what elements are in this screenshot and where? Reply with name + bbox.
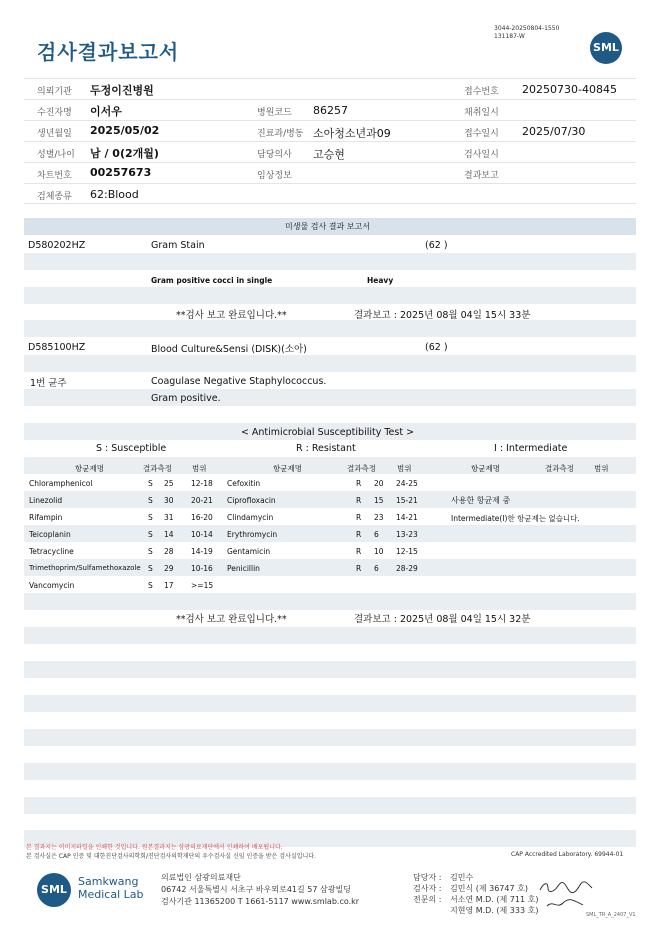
- doctor-label: 담당의사: [257, 150, 292, 160]
- brand-line1: Samkwang: [78, 875, 139, 888]
- col-range-header: 범위: [397, 464, 412, 473]
- band: [24, 797, 636, 814]
- tested-label: 검사일시: [464, 150, 499, 160]
- specimen-label: 검체종류: [37, 192, 72, 202]
- divider: [24, 78, 636, 79]
- intermediate-note-2: Intermediate(I)한 항균제는 없습니다.: [451, 514, 580, 523]
- test2-code: D585100HZ: [28, 342, 86, 353]
- drug-interpretation: S: [148, 513, 153, 522]
- form-number: SML_TR_A_2407_V1: [586, 912, 636, 918]
- specimen-value: 62:Blood: [90, 188, 139, 201]
- test1-name: Gram Stain: [151, 240, 205, 251]
- hospital-code-label: 병원코드: [257, 108, 292, 118]
- drug-interpretation: R: [356, 479, 362, 488]
- drug-range: 12-15: [396, 547, 418, 556]
- band: [24, 695, 636, 712]
- document-id: [494, 25, 559, 41]
- legend-resistant: R : Resistant: [296, 443, 356, 454]
- drug-name: Ciprofloxacin: [227, 496, 276, 505]
- band: [24, 763, 636, 780]
- sex-age-label: 성별/나이: [37, 150, 75, 160]
- ast-title: < Antimicrobial Susceptibility Test >: [240, 427, 415, 438]
- band: [24, 389, 636, 406]
- report-complete-2: **검사 보고 완료입니다.**: [176, 614, 287, 625]
- name-value: 이서우: [90, 105, 122, 118]
- drug-interpretation: R: [356, 513, 362, 522]
- band: [24, 320, 636, 337]
- drug-value: 6: [374, 564, 379, 573]
- band: [24, 729, 636, 746]
- org-name: 의료법인 삼광의료재단: [161, 873, 241, 882]
- drug-value: 23: [374, 513, 384, 522]
- report-label: 결과보고: [464, 171, 499, 181]
- dob-label: 생년월일: [37, 129, 72, 139]
- page-title: 검사결과보고서: [37, 40, 180, 64]
- drug-range: 10-14: [191, 530, 213, 539]
- drug-name: Tetracycline: [29, 547, 74, 556]
- legend-intermediate: I : Intermediate: [494, 443, 568, 454]
- drug-interpretation: R: [356, 564, 362, 573]
- test2-name: Blood Culture&Sensi (DISK)(소아): [151, 344, 307, 355]
- drug-name: Trimethoprim/Sulfamethoxazole: [29, 564, 141, 572]
- divider: [24, 203, 636, 204]
- org-info: [161, 872, 359, 908]
- drug-range: >=15: [191, 581, 214, 590]
- sml-logo-text: SML: [593, 41, 619, 54]
- band: [24, 491, 636, 508]
- drug-interpretation: R: [356, 496, 362, 505]
- drug-range: 12-18: [191, 479, 213, 488]
- report-complete-1: **검사 보고 완료입니다.**: [176, 310, 287, 321]
- drug-range: 14-19: [191, 547, 213, 556]
- received-value: 2025/07/30: [522, 125, 586, 138]
- col-result-header: 결과측정: [545, 464, 574, 473]
- drug-range: 10-16: [191, 564, 213, 573]
- drug-interpretation: S: [148, 530, 153, 539]
- drug-name: Gentamicin: [227, 547, 271, 556]
- chart-label: 차트번호: [37, 171, 72, 181]
- divider: [24, 183, 636, 184]
- institution-value: 두정이진병원: [90, 84, 154, 97]
- drug-interpretation: S: [148, 564, 153, 573]
- band: [24, 627, 636, 644]
- divider: [24, 162, 636, 163]
- divider: [24, 120, 636, 121]
- col-drug-header: 항균제명: [471, 464, 500, 473]
- section-title: 미생물 검사 결과 보고서: [285, 222, 370, 231]
- gram-amount: Heavy: [367, 276, 394, 285]
- test1-code: D580202HZ: [28, 240, 86, 251]
- doctor-value: 고승현: [313, 148, 345, 161]
- drug-name: Linezolid: [29, 496, 63, 505]
- name-label: 수진자명: [37, 108, 72, 118]
- specialist-signature: [545, 897, 585, 911]
- test2-specimen: (62 ): [425, 342, 448, 353]
- drug-range: 20-21: [191, 496, 213, 505]
- drug-name: Clindamycin: [227, 513, 274, 522]
- staff-labels: [413, 872, 441, 905]
- drug-value: 14: [164, 530, 174, 539]
- drug-name: Teicoplanin: [29, 530, 71, 539]
- staff-value: 김민수: [450, 873, 474, 882]
- brand-line2: Medical Lab: [78, 888, 144, 901]
- tester-signature: [538, 880, 594, 894]
- drug-value: 20: [374, 479, 384, 488]
- drug-interpretation: S: [148, 479, 153, 488]
- drug-name: Chloramphenicol: [29, 479, 93, 488]
- drug-range: 15-21: [396, 496, 418, 505]
- drug-value: 28: [164, 547, 174, 556]
- image-print-notice: 본 결과지는 이미지파일을 인쇄한 것입니다. 원본결과지는 삼광의료재단에서 인쇄하여 배포됩니다.: [26, 844, 283, 851]
- org-address: 06742 서울특별시 서초구 바우뫼로41길 57 삼광빌딩: [161, 885, 351, 894]
- org-contact: 검사기관 11365200 T 1661-5117 www.smlab.co.kr: [161, 897, 360, 906]
- col-result-header: 결과측정: [347, 464, 376, 473]
- drug-range: 16-20: [191, 513, 213, 522]
- tester-label: 검사자 :: [413, 884, 442, 893]
- cap-accreditation-note: 본 검사실은 CAP 인증 및 대한진단검사의학회/진단검사의학재단의 우수검사실 신임 인증을 받은 검사실입니다.: [26, 853, 316, 860]
- specialist-value-2: 지현영 M.D. (제 333 호): [450, 906, 539, 915]
- divider: [24, 141, 636, 142]
- drug-interpretation: S: [148, 581, 153, 590]
- drug-name: Cefoxitin: [227, 479, 261, 488]
- band: [24, 525, 636, 542]
- cap-number: CAP Accredited Laboratory. 69944-01: [511, 851, 624, 858]
- band: [24, 253, 636, 270]
- isolate-label: 1번 균주: [30, 378, 67, 389]
- drug-range: 13-23: [396, 530, 418, 539]
- dob-value: 2025/05/02: [90, 124, 160, 137]
- drug-range: 24-25: [396, 479, 418, 488]
- drug-name: Rifampin: [29, 513, 63, 522]
- sml-footer-logo: [37, 873, 71, 907]
- sml-logo: [590, 32, 622, 64]
- col-result-header: 결과측정: [143, 464, 172, 473]
- dept-label: 진료과/병동: [257, 129, 304, 139]
- intermediate-note-1: 사용한 항균제 중: [451, 496, 511, 505]
- document-id-line2: 131187-W: [494, 33, 525, 40]
- drug-value: 30: [164, 496, 174, 505]
- report-time-1: 결과보고 : 2025년 08월 04일 15시 33분: [354, 310, 531, 321]
- drug-value: 17: [164, 581, 174, 590]
- gram-result: Gram positive cocci in single: [151, 276, 273, 285]
- drug-value: 15: [374, 496, 384, 505]
- band: [24, 661, 636, 678]
- band: [24, 593, 636, 610]
- clinical-label: 임상정보: [257, 171, 292, 181]
- staff-label: 담당자 :: [413, 873, 442, 882]
- drug-interpretation: R: [356, 547, 362, 556]
- band: [24, 287, 636, 304]
- divider: [24, 99, 636, 100]
- received-label: 접수일시: [464, 129, 499, 139]
- isolate-organism: Coagulase Negative Staphylococcus.: [151, 376, 327, 387]
- col-drug-header: 항균제명: [75, 464, 104, 473]
- dept-value: 소아청소년과09: [313, 127, 391, 140]
- drug-name: Vancomycin: [29, 581, 75, 590]
- drug-interpretation: S: [148, 496, 153, 505]
- col-range-header: 범위: [594, 464, 609, 473]
- col-drug-header: 항균제명: [273, 464, 302, 473]
- drug-range: 28-29: [396, 564, 418, 573]
- specialist-value-1: 서소연 M.D. (제 711 호): [450, 895, 539, 904]
- document-id-line1: 3044-20250804-1550: [494, 25, 560, 32]
- drug-value: 10: [374, 547, 384, 556]
- drug-name: Penicillin: [227, 564, 260, 573]
- specialist-label: 전문의 :: [413, 895, 442, 904]
- hospital-code-value: 86257: [313, 104, 348, 117]
- band: [24, 355, 636, 372]
- drug-value: 31: [164, 513, 174, 522]
- reception-no-value: 20250730-40845: [522, 83, 617, 96]
- collect-label: 채취일시: [464, 108, 499, 118]
- drug-range: 14-21: [396, 513, 418, 522]
- drug-interpretation: R: [356, 530, 362, 539]
- tester-value: 김민식 (제 36747 호): [450, 884, 528, 893]
- drug-value: 25: [164, 479, 174, 488]
- chart-value: 00257673: [90, 166, 152, 179]
- legend-susceptible: S : Susceptible: [96, 443, 167, 454]
- sex-age-value: 남 / 0(2개월): [90, 147, 159, 160]
- drug-value: 6: [374, 530, 379, 539]
- drug-value: 29: [164, 564, 174, 573]
- reception-no-label: 접수번호: [464, 87, 499, 97]
- institution-label: 의뢰기관: [37, 87, 72, 97]
- test1-specimen: (62 ): [425, 240, 448, 251]
- brand-name: [78, 875, 144, 901]
- drug-name: Erythromycin: [227, 530, 278, 539]
- report-time-2: 결과보고 : 2025년 08월 04일 15시 32분: [354, 614, 531, 625]
- isolate-gram: Gram positive.: [151, 393, 221, 404]
- drug-interpretation: S: [148, 547, 153, 556]
- col-range-header: 범위: [192, 464, 207, 473]
- sml-footer-logo-text: SML: [41, 883, 67, 896]
- staff-values: [450, 872, 538, 916]
